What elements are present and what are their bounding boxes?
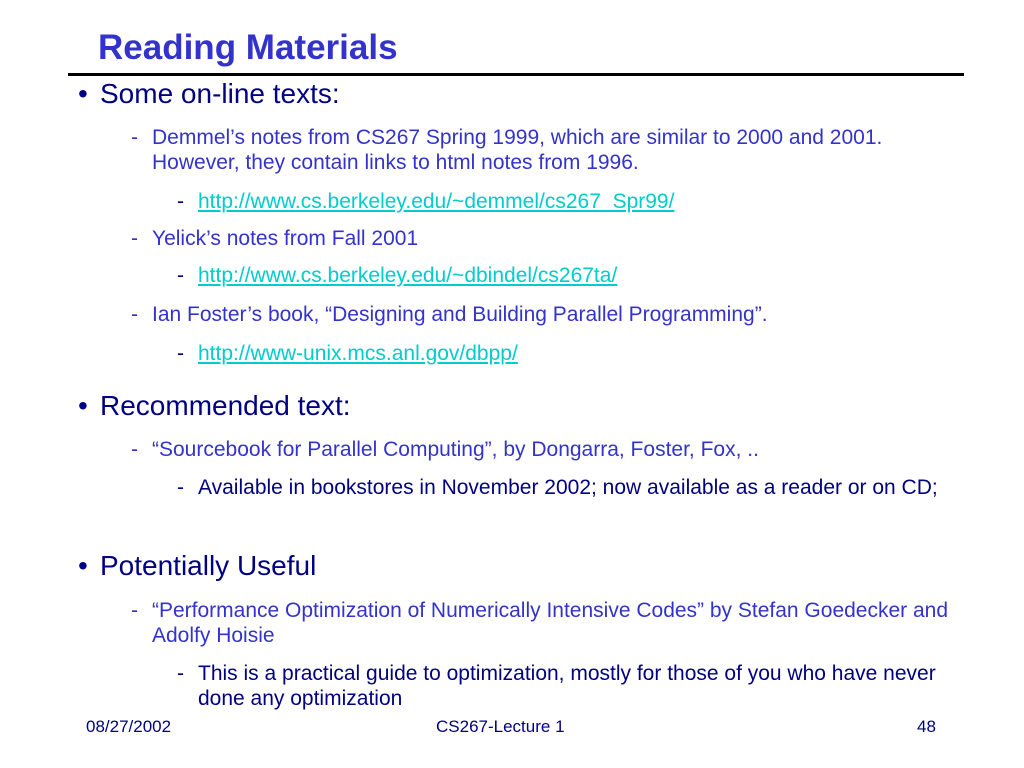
bullet-marker: • <box>78 390 88 421</box>
subitem-text: This is a practical guide to optimization, mostly for those of you who have never done any optimization <box>198 662 936 710</box>
item-performance-optimization <box>131 598 961 648</box>
dash-marker: - <box>177 190 184 213</box>
item-sourcebook <box>131 437 961 462</box>
dash-marker: - <box>131 303 138 326</box>
subitem-optimization-guide <box>177 661 947 711</box>
bullet-online-texts <box>78 78 958 110</box>
subitem-demmel-link <box>177 189 947 214</box>
dash-marker: - <box>131 227 138 250</box>
demmel-notes-link[interactable]: http://www.cs.berkeley.edu/~demmel/cs267_Spr99/ <box>198 190 675 213</box>
item-text: Demmel’s notes from CS267 Spring 1999, which are similar to 2000 and 2001. However, they contain links to html notes from 1996. <box>152 126 883 174</box>
subitem-text: Available in bookstores in November 2002; now available as a reader or on CD; <box>198 476 938 499</box>
title-divider <box>68 73 964 76</box>
dash-marker: - <box>177 662 184 685</box>
item-text: “Performance Optimization of Numerically Intensive Codes” by Stefan Goedecker and Adolfy Hoisie <box>152 599 949 647</box>
footer-page-number: 48 <box>917 717 936 736</box>
item-text: Ian Foster’s book, “Designing and Building Parallel Programming”. <box>152 303 768 326</box>
bullet-recommended-text <box>78 390 958 422</box>
dash-marker: - <box>131 599 138 622</box>
foster-book-link[interactable]: http://www-unix.mcs.anl.gov/dbpp/ <box>198 342 518 365</box>
item-foster-book <box>131 302 961 327</box>
item-text: “Sourcebook for Parallel Computing”, by Dongarra, Foster, Fox, .. <box>152 438 759 461</box>
dash-marker: - <box>177 264 184 287</box>
item-yelick-notes <box>131 226 961 251</box>
slide-title: Reading Materials <box>98 28 398 67</box>
subitem-yelick-link <box>177 263 947 288</box>
footer-date: 08/27/2002 <box>86 717 172 736</box>
bullet-heading: Some on-line texts: <box>100 78 340 109</box>
bullet-marker: • <box>78 550 88 581</box>
yelick-notes-link[interactable]: http://www.cs.berkeley.edu/~dbindel/cs267ta/ <box>198 264 618 287</box>
bullet-heading: Recommended text: <box>100 390 351 421</box>
subitem-sourcebook-availability <box>177 475 947 500</box>
item-demmel-notes <box>131 125 961 175</box>
dash-marker: - <box>177 342 184 365</box>
dash-marker: - <box>131 438 138 461</box>
bullet-heading: Potentially Useful <box>100 550 317 581</box>
dash-marker: - <box>131 126 138 149</box>
dash-marker: - <box>177 476 184 499</box>
bullet-potentially-useful <box>78 550 958 582</box>
footer-course: CS267-Lecture 1 <box>436 717 565 736</box>
bullet-marker: • <box>78 78 88 109</box>
item-text: Yelick’s notes from Fall 2001 <box>152 227 419 250</box>
subitem-foster-link <box>177 341 947 366</box>
